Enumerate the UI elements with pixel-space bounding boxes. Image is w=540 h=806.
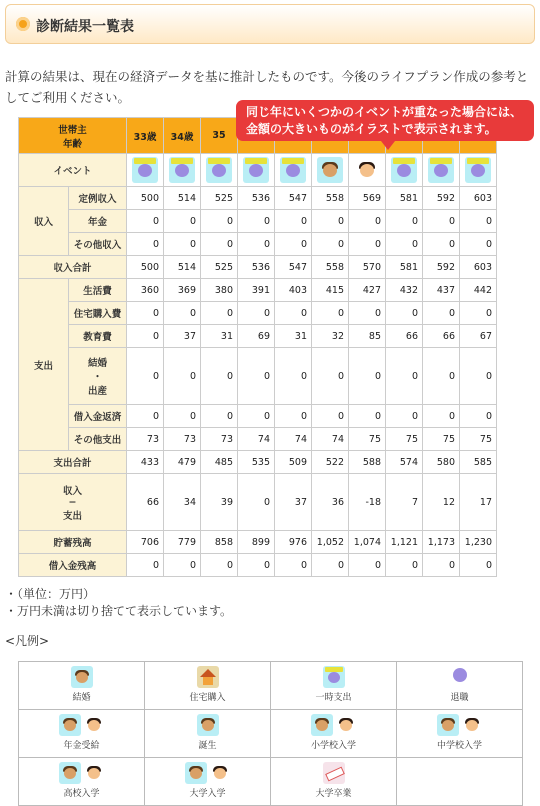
value-cell: 0	[386, 554, 423, 577]
legend-item	[397, 710, 523, 758]
value-cell: 558	[312, 256, 349, 279]
piggy-bank-icon	[465, 157, 491, 183]
value-cell: 0	[201, 210, 238, 233]
diagnosis-table	[18, 117, 497, 577]
value-cell: 585	[460, 451, 497, 474]
value-cell: 0	[460, 233, 497, 256]
legend-item-label: 大学入学	[189, 789, 226, 799]
event-cell	[386, 154, 423, 187]
value-cell: 0	[164, 302, 201, 325]
girl-student-icon	[335, 714, 357, 736]
value-cell: 0	[275, 210, 312, 233]
value-cell: -18	[349, 474, 386, 531]
value-cell: 706	[127, 531, 164, 554]
value-cell: 0	[460, 210, 497, 233]
value-cell: 0	[275, 405, 312, 428]
income-total-label: 収入合計	[19, 256, 127, 279]
value-cell: 0	[386, 405, 423, 428]
income-group-label: 収入	[19, 187, 69, 256]
value-cell: 433	[127, 451, 164, 474]
value-cell: 779	[164, 531, 201, 554]
boy-student-icon	[317, 157, 343, 183]
legend-item	[271, 662, 397, 710]
overlap-callout	[236, 100, 534, 141]
legend-item	[19, 662, 145, 710]
value-cell: 603	[460, 187, 497, 210]
value-cell: 37	[275, 474, 312, 531]
value-cell: 31	[275, 325, 312, 348]
value-cell: 547	[275, 256, 312, 279]
legend-item	[145, 758, 271, 806]
event-cell	[127, 154, 164, 187]
legend-title: <凡例>	[5, 634, 50, 648]
value-cell: 525	[201, 256, 238, 279]
value-cell: 0	[312, 302, 349, 325]
value-cell: 500	[127, 256, 164, 279]
house-icon	[197, 666, 219, 688]
value-cell: 1,121	[386, 531, 423, 554]
couple-icon	[71, 666, 93, 688]
value-cell: 536	[238, 187, 275, 210]
value-cell: 75	[460, 428, 497, 451]
value-cell: 74	[238, 428, 275, 451]
legend-item-label: 中学校入学	[436, 741, 482, 751]
legend-item	[19, 710, 145, 758]
note-rounding: ・万円未満は切り捨てて表示しています。	[5, 604, 233, 618]
legend-item-label: 結婚	[72, 693, 91, 703]
income-pension-label: 年金	[69, 210, 127, 233]
value-cell: 75	[349, 428, 386, 451]
value-cell: 0	[127, 233, 164, 256]
expense-group-label: 支出	[19, 279, 69, 451]
balance-label	[19, 474, 127, 531]
value-cell: 0	[386, 233, 423, 256]
note-unit: ・（単位：万円）	[5, 587, 96, 601]
woman-student-icon	[209, 762, 231, 784]
value-cell: 0	[238, 554, 275, 577]
value-cell: 0	[423, 348, 460, 405]
value-cell: 7	[386, 474, 423, 531]
value-cell: 31	[201, 325, 238, 348]
baby-icon	[197, 714, 219, 736]
event-cell	[312, 154, 349, 187]
legend-item	[145, 710, 271, 758]
value-cell: 0	[312, 348, 349, 405]
value-cell: 0	[127, 405, 164, 428]
value-cell: 0	[238, 210, 275, 233]
value-cell: 581	[386, 187, 423, 210]
age-cell: 35	[201, 118, 238, 154]
value-cell: 39	[201, 474, 238, 531]
value-cell: 514	[164, 187, 201, 210]
value-cell: 514	[164, 256, 201, 279]
value-cell: 536	[238, 256, 275, 279]
value-cell: 581	[386, 256, 423, 279]
income-regular-label: 定例収入	[69, 187, 127, 210]
piggy-bank-icon	[169, 157, 195, 183]
value-cell: 0	[386, 348, 423, 405]
legend-empty-cell	[397, 758, 523, 806]
girl-student-icon	[354, 157, 380, 183]
event-cell	[460, 154, 497, 187]
value-cell: 0	[386, 302, 423, 325]
value-cell: 0	[201, 302, 238, 325]
value-cell: 592	[423, 187, 460, 210]
legend-item-label: 住宅購入	[189, 693, 226, 703]
value-cell: 0	[460, 554, 497, 577]
income-other-label: その他収入	[69, 233, 127, 256]
value-cell: 415	[312, 279, 349, 302]
girl-student-icon	[461, 714, 483, 736]
legend-item	[271, 758, 397, 806]
value-cell: 0	[312, 554, 349, 577]
value-cell: 17	[460, 474, 497, 531]
header-label-line2: 年齢	[62, 138, 82, 150]
living-label: 生活費	[69, 279, 127, 302]
value-cell: 32	[312, 325, 349, 348]
value-cell: 73	[201, 428, 238, 451]
value-cell: 570	[349, 256, 386, 279]
result-title-box	[5, 4, 535, 44]
value-cell: 0	[201, 405, 238, 428]
value-cell: 0	[201, 233, 238, 256]
value-cell: 0	[460, 302, 497, 325]
event-row-label: イベント	[19, 154, 127, 187]
value-cell: 66	[423, 325, 460, 348]
value-cell: 899	[238, 531, 275, 554]
value-cell: 569	[349, 187, 386, 210]
value-cell: 0	[349, 233, 386, 256]
piggy-bank-icon	[428, 157, 454, 183]
value-cell: 37	[164, 325, 201, 348]
event-cell	[275, 154, 312, 187]
value-cell: 509	[275, 451, 312, 474]
event-cell	[349, 154, 386, 187]
value-cell: 73	[127, 428, 164, 451]
balance-label-1: 収入	[62, 485, 82, 497]
value-cell: 0	[349, 405, 386, 428]
callout-line-1: 同じ年にいくつかのイベントが重なった場合には、	[246, 105, 523, 119]
value-cell: 66	[127, 474, 164, 531]
value-cell: 976	[275, 531, 312, 554]
value-cell: 0	[164, 405, 201, 428]
boy-student-icon	[59, 762, 81, 784]
value-cell: 437	[423, 279, 460, 302]
other-expense-label: その他支出	[69, 428, 127, 451]
value-cell: 75	[423, 428, 460, 451]
legend-item	[145, 662, 271, 710]
man-student-icon	[185, 762, 207, 784]
piggy-bank-icon	[391, 157, 417, 183]
orange-bullet-icon	[16, 17, 30, 31]
value-cell: 558	[312, 187, 349, 210]
value-cell: 0	[423, 210, 460, 233]
value-cell: 0	[164, 210, 201, 233]
callout-line-2: 金額の大きいものがイラストで表示されます。	[246, 122, 497, 136]
value-cell: 0	[349, 210, 386, 233]
value-cell: 0	[238, 474, 275, 531]
value-cell: 380	[201, 279, 238, 302]
value-cell: 0	[349, 302, 386, 325]
value-cell: 74	[312, 428, 349, 451]
value-cell: 547	[275, 187, 312, 210]
balance-label-3: 支出	[62, 510, 82, 522]
value-cell: 0	[349, 554, 386, 577]
value-cell: 432	[386, 279, 423, 302]
intro-text: 計算の結果は、現在の経済データを基に推計したものです。今後のライフプラン作成の参考としてご利用ください。	[5, 69, 529, 105]
value-cell: 1,052	[312, 531, 349, 554]
event-cell	[423, 154, 460, 187]
value-cell: 0	[423, 554, 460, 577]
event-cell	[164, 154, 201, 187]
legend-item-label: 高校入学	[63, 789, 100, 799]
value-cell: 0	[127, 554, 164, 577]
value-cell: 0	[460, 348, 497, 405]
legend-item-label: 年金受給	[63, 741, 100, 751]
value-cell: 0	[201, 554, 238, 577]
marriage-label-3: 出産	[87, 386, 107, 397]
callout-tail	[381, 141, 395, 150]
event-cell	[201, 154, 238, 187]
value-cell: 34	[164, 474, 201, 531]
value-cell: 12	[423, 474, 460, 531]
value-cell: 0	[238, 405, 275, 428]
value-cell: 0	[275, 233, 312, 256]
repayment-label: 借入金返済	[69, 405, 127, 428]
age-cell: 33歳	[127, 118, 164, 154]
value-cell: 403	[275, 279, 312, 302]
value-cell: 588	[349, 451, 386, 474]
age-cell: 34歳	[164, 118, 201, 154]
value-cell: 0	[312, 405, 349, 428]
value-cell: 1,230	[460, 531, 497, 554]
housing-label: 住宅購入費	[69, 302, 127, 325]
expense-total-label: 支出合計	[19, 451, 127, 474]
legend-item	[397, 662, 523, 710]
legend-item-label: 一時支出	[315, 693, 352, 703]
value-cell: 391	[238, 279, 275, 302]
grandma-icon	[83, 714, 105, 736]
value-cell: 0	[275, 302, 312, 325]
legend-item-label: 誕生	[198, 741, 217, 751]
value-cell: 442	[460, 279, 497, 302]
marriage-label-1: 結婚	[87, 358, 107, 369]
value-cell: 580	[423, 451, 460, 474]
value-cell: 0	[127, 302, 164, 325]
boy-student-icon	[311, 714, 333, 736]
value-cell: 66	[386, 325, 423, 348]
value-cell: 75	[386, 428, 423, 451]
savings-label: 貯蓄残高	[19, 531, 127, 554]
value-cell: 0	[349, 348, 386, 405]
value-cell: 85	[349, 325, 386, 348]
debt-label: 借入金残高	[19, 554, 127, 577]
value-cell: 574	[386, 451, 423, 474]
value-cell: 69	[238, 325, 275, 348]
value-cell: 369	[164, 279, 201, 302]
legend-item-label: 大学卒業	[315, 789, 352, 799]
piggy-bank-icon	[206, 157, 232, 183]
value-cell: 0	[312, 233, 349, 256]
piggy-bank-icon	[243, 157, 269, 183]
value-cell: 0	[127, 348, 164, 405]
value-cell: 74	[275, 428, 312, 451]
value-cell: 0	[127, 210, 164, 233]
value-cell: 0	[238, 233, 275, 256]
age-header-label	[19, 118, 127, 154]
piggy-bank-icon	[132, 157, 158, 183]
notes	[5, 586, 232, 620]
value-cell: 525	[201, 187, 238, 210]
value-cell: 535	[238, 451, 275, 474]
value-cell: 0	[164, 233, 201, 256]
value-cell: 858	[201, 531, 238, 554]
value-cell: 0	[460, 405, 497, 428]
event-cell	[238, 154, 275, 187]
page-title: 診断結果一覧表	[36, 19, 134, 35]
value-cell: 0	[423, 405, 460, 428]
education-label: 教育費	[69, 325, 127, 348]
value-cell: 0	[386, 210, 423, 233]
value-cell: 0	[164, 348, 201, 405]
value-cell: 0	[238, 302, 275, 325]
marriage-label-2: ・	[92, 372, 103, 383]
value-cell: 0	[127, 325, 164, 348]
value-cell: 0	[312, 210, 349, 233]
value-cell: 500	[127, 187, 164, 210]
value-cell: 485	[201, 451, 238, 474]
boy-student-icon	[437, 714, 459, 736]
value-cell: 67	[460, 325, 497, 348]
header-label-line1: 世帯主	[58, 124, 87, 136]
value-cell: 0	[201, 348, 238, 405]
legend-item-label: 小学校入学	[310, 741, 356, 751]
value-cell: 522	[312, 451, 349, 474]
piggy-bank-icon	[280, 157, 306, 183]
value-cell: 73	[164, 428, 201, 451]
legend-table	[18, 661, 523, 806]
legend-item-label: 退職	[450, 693, 469, 703]
marriage-label	[69, 348, 127, 405]
value-cell: 360	[127, 279, 164, 302]
grandpa-icon	[59, 714, 81, 736]
value-cell: 0	[238, 348, 275, 405]
value-cell: 479	[164, 451, 201, 474]
legend-item	[19, 758, 145, 806]
piggy-bank-icon	[323, 666, 345, 688]
value-cell: 427	[349, 279, 386, 302]
girl-student-icon	[83, 762, 105, 784]
legend-item	[271, 710, 397, 758]
value-cell: 0	[275, 554, 312, 577]
value-cell: 36	[312, 474, 349, 531]
value-cell: 1,173	[423, 531, 460, 554]
value-cell: 603	[460, 256, 497, 279]
value-cell: 1,074	[349, 531, 386, 554]
bouquet-icon	[449, 666, 471, 688]
value-cell: 0	[164, 554, 201, 577]
diploma-icon	[323, 762, 345, 784]
value-cell: 592	[423, 256, 460, 279]
value-cell: 0	[423, 233, 460, 256]
value-cell: 0	[423, 302, 460, 325]
value-cell: 0	[275, 348, 312, 405]
balance-label-2: −	[68, 496, 77, 508]
